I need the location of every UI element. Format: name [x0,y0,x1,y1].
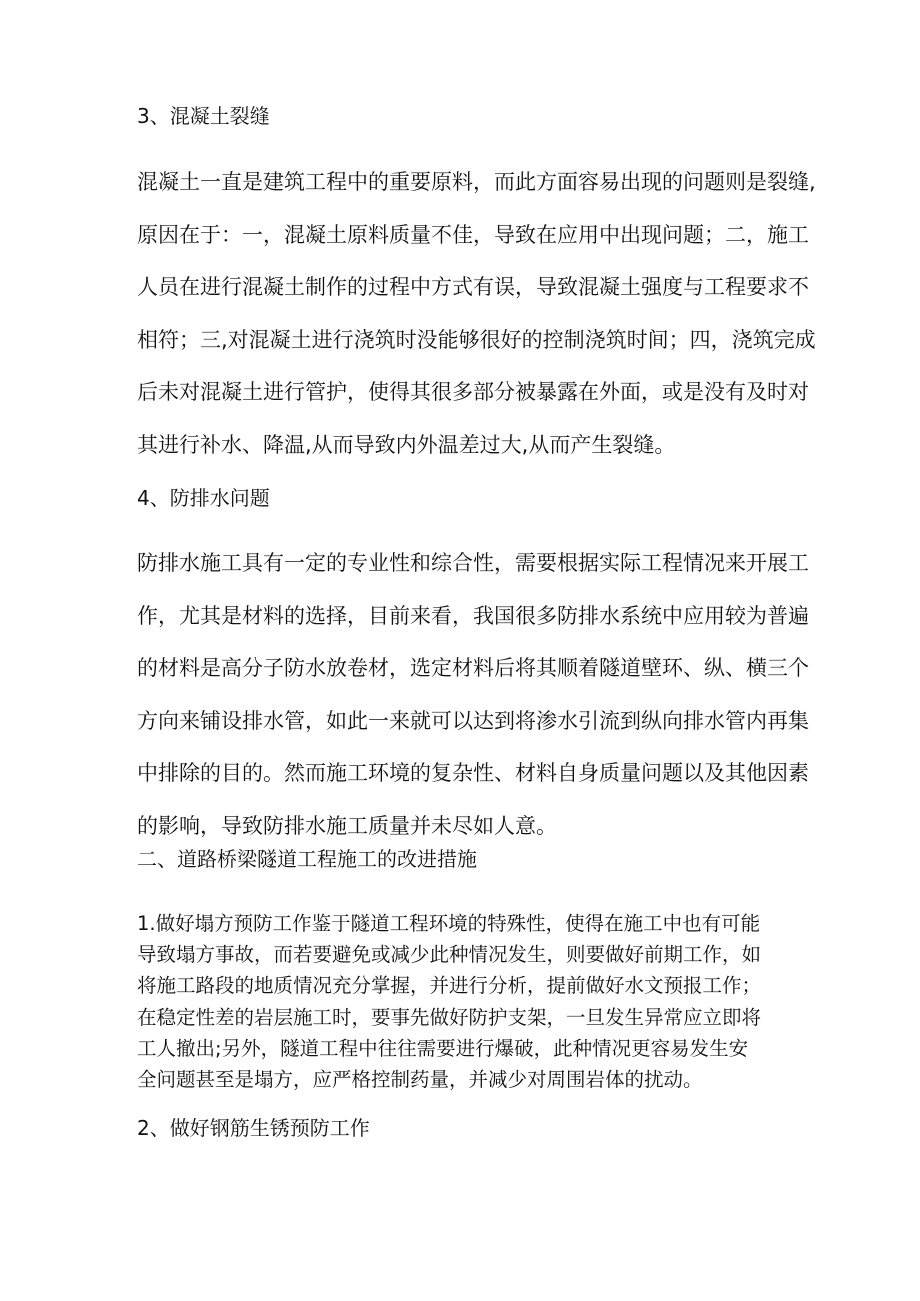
paragraph-line: 全问题甚至是塌方，应严格控制药量，并减少对周围岩体的扰动。 [137,1068,703,1092]
paragraph-line: 在稳定性差的岩层施工时，要事先做好防护支架，一旦发生异常应立即将 [137,1005,762,1029]
paragraph-line: 将施工路段的地质情况充分掌握，并进行分析，提前做好水文预报工作； [137,974,762,998]
paragraph-line: 的材料是高分子防水放卷材，选定材料后将其顺着隧道壁环、纵、横三个 [137,656,809,680]
paragraph-line: 原因在于：一，混凝土原料质量不佳，导致在应用中出现问题；二，施工 [137,222,809,247]
paragraph-line: 方向来铺设排水管，如此一来就可以达到将渗水引流到纵向排水管内再集 [137,708,809,733]
paragraph-line: 1.做好塌方预防工作鉴于隧道工程环境的特殊性，使得在施工中也有可能 [137,912,761,935]
paragraph-line: 混凝土一直是建筑工程中的重要原料，而此方面容易出现的问题则是裂缝, [137,170,816,194]
paragraph-line: 中排除的目的。然而施工环境的复杂性、材料自身质量问题以及其他因素 [137,761,809,785]
paragraph-line: 导致塌方事故，而若要避免或减少此种情况发生，则要做好前期工作，如 [137,943,762,967]
paragraph-line: 相符；三,对混凝土进行浇筑时没能够很好的控制浇筑时间；四，浇筑完成 [137,327,816,352]
section-heading-waterproofing: 4、防排水问题 [137,486,270,510]
paragraph-waterproofing [137,537,809,852]
paragraph-line: 防排水施工具有一定的专业性和综合性，需要根据实际工程情况来开展工 [137,551,809,575]
paragraph-line: 工人撤出;另外，隧道工程中往往需要进行爆破，此种情况更容易发生安 [137,1036,749,1060]
paragraph-concrete-cracks [137,156,816,471]
part-heading-improvement-measures: 二、道路桥梁隧道工程施工的改进措施 [137,847,477,871]
paragraph-collapse-prevention [137,908,787,1095]
paragraph-line: 作，尤其是材料的选择，目前来看，我国很多防排水系统中应用较为普遍 [137,603,809,628]
paragraph-line: 其进行补水、降温,从而导致内外温差过大,从而产生裂缝。 [137,432,676,457]
paragraph-line: 人员在进行混凝土制作的过程中方式有误，导致混凝土强度与工程要求不 [137,275,809,299]
section-heading-concrete-cracks: 3、混凝土裂缝 [137,104,270,128]
paragraph-line: 后未对混凝土进行管护，使得其很多部分被暴露在外面，或是没有及时对 [137,380,809,404]
paragraph-line: 的影响，导致防排水施工质量并未尽如人意。 [137,813,557,838]
section-heading-rebar-rust: 2、做好钢筋生锈预防工作 [137,1116,370,1140]
